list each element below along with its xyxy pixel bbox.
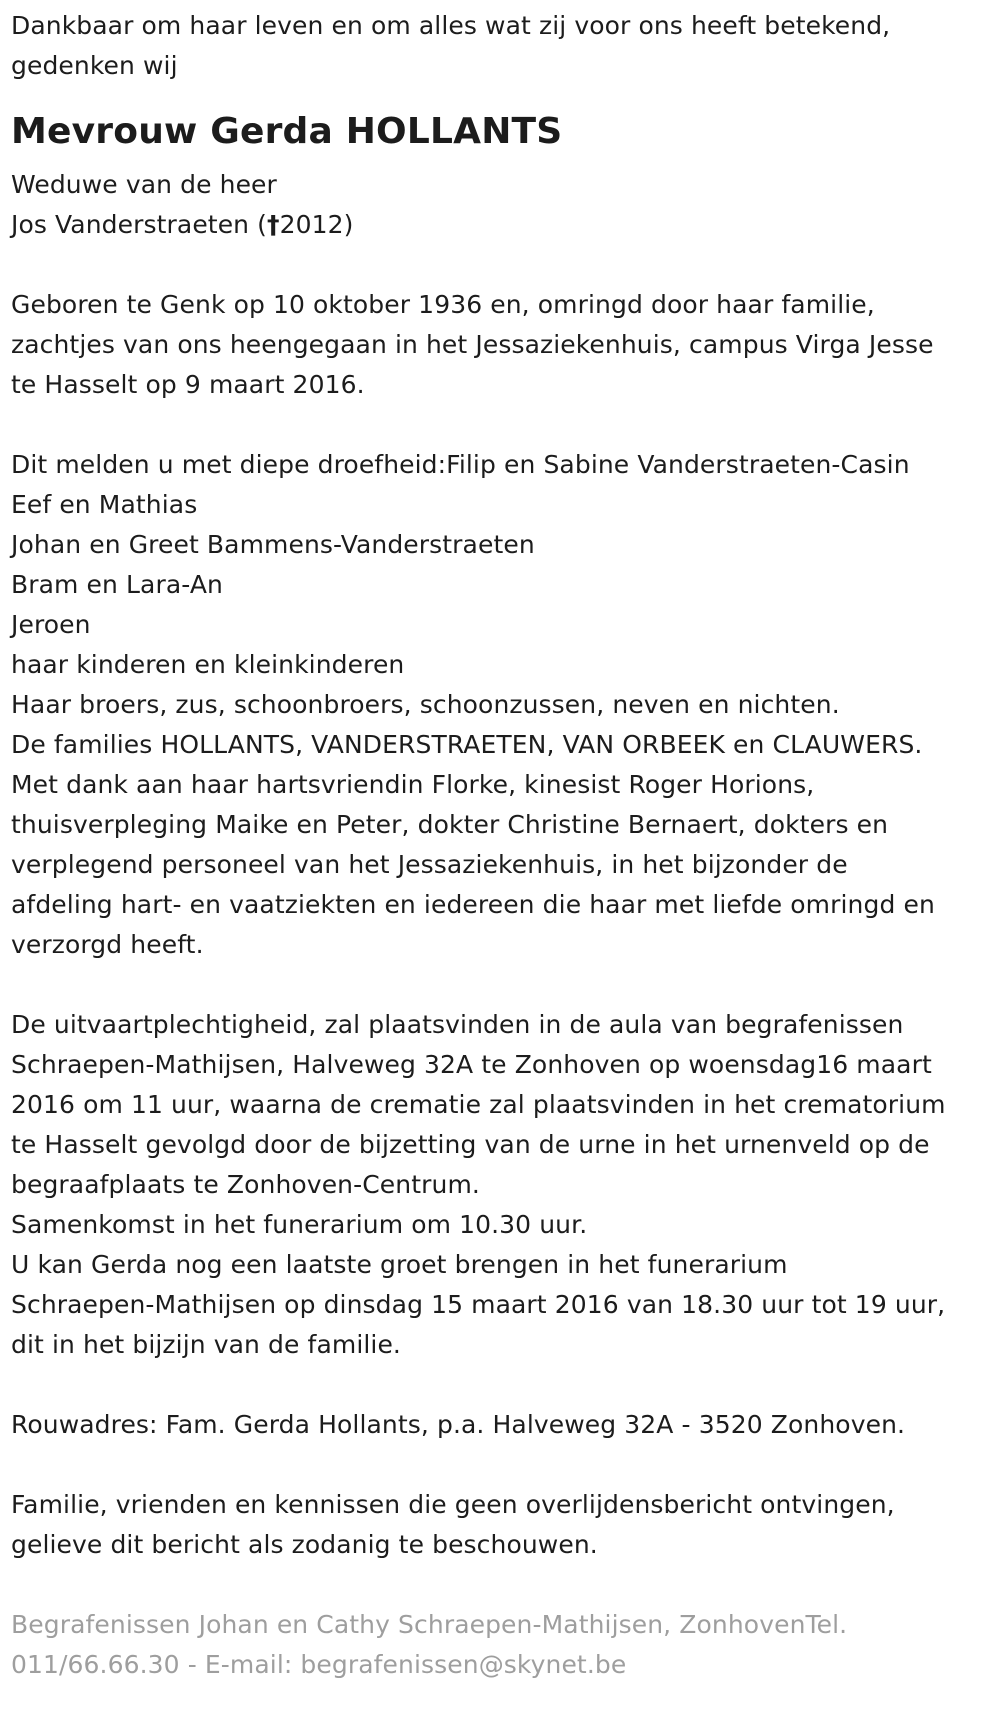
footer-line: 011/66.66.30 - E-mail: begrafenissen@skynet.be [11,1650,627,1679]
birth-death-section [11,285,996,405]
ceremony-line: Schraepen-Mathijsen, Halveweg 32A te Zonhoven op woensdag16 maart [11,1050,932,1079]
ceremony-line: 2016 om 11 uur, waarna de crematie zal plaatsvinden in het crematorium [11,1090,946,1119]
spacer [11,1445,996,1485]
family-line: verzorgd heeft. [11,930,204,959]
spacer [11,965,996,1005]
family-line: verplegend personeel van het Jessaziekenhuis, in het bijzonder de [11,850,848,879]
family-line: Johan en Greet Bammens-Vanderstraeten [11,530,535,559]
family-line: Jeroen [11,610,91,639]
notice-line: gelieve dit bericht als zodanig te beschouwen. [11,1530,598,1559]
mourning-address: Rouwadres: Fam. Gerda Hollants, p.a. Halveweg 32A - 3520 Zonhoven. [11,1410,906,1439]
ceremony-line: Samenkomst in het funerarium om 10.30 uur. [11,1210,588,1239]
notice-line: Familie, vrienden en kennissen die geen overlijdensbericht ontvingen, [11,1490,895,1519]
family-line: haar kinderen en kleinkinderen [11,650,405,679]
family-line: Dit melden u met diepe droefheid:Filip en Sabine Vanderstraeten-Casin [11,450,910,479]
birth-line: Geboren te Genk op 10 oktober 1936 en, omringd door haar familie, [11,290,875,319]
family-section [11,445,996,965]
birth-line: te Hasselt op 9 maart 2016. [11,370,365,399]
family-line: afdeling hart- en vaatziekten en iedereen die haar met liefde omringd en [11,890,935,919]
widow-section [11,165,996,245]
family-line: Eef en Mathias [11,490,198,519]
intro-section [11,6,996,86]
family-line: Haar broers, zus, schoonbroers, schoonzussen, neven en nichten. [11,690,840,719]
family-line: De families HOLLANTS, VANDERSTRAETEN, VAN ORBEEK en CLAUWERS. [11,730,923,759]
ceremony-line: te Hasselt gevolgd door de bijzetting van de urne in het urnenveld op de [11,1130,930,1159]
family-line: Bram en Lara-An [11,570,223,599]
footer-line: Begrafenissen Johan en Cathy Schraepen-Mathijsen, ZonhovenTel. [11,1610,848,1639]
intro-line: gedenken wij [11,51,178,80]
spacer [11,1565,996,1605]
notice-section [11,1485,996,1565]
spouse-name: Jos Vanderstraeten ( [11,210,268,239]
ceremony-line: begraafplaats te Zonhoven-Centrum. [11,1170,480,1199]
spacer [11,245,996,285]
spouse-line [11,205,996,245]
birth-line: zachtjes van ons heengegaan in het Jessaziekenhuis, campus Virga Jesse [11,330,934,359]
cross-icon: † [267,210,280,239]
deceased-name: Mevrouw Gerda HOLLANTS [11,111,563,152]
spacer [11,405,996,445]
funeral-home-footer [11,1605,996,1685]
ceremony-line: De uitvaartplechtigheid, zal plaatsvinden in de aula van begrafenissen [11,1010,904,1039]
ceremony-section [11,1005,996,1365]
ceremony-line: dit in het bijzijn van de familie. [11,1330,401,1359]
ceremony-line: Schraepen-Mathijsen op dinsdag 15 maart 2016 van 18.30 uur tot 19 uur, [11,1290,946,1319]
widow-line: Weduwe van de heer [11,170,277,199]
ceremony-line: U kan Gerda nog een laatste groet brengen in het funerarium [11,1250,788,1279]
family-line: thuisverpleging Maike en Peter, dokter Christine Bernaert, dokters en [11,810,889,839]
spouse-death-year: 2012) [279,210,354,239]
spacer [11,1365,996,1405]
intro-line: Dankbaar om haar leven en om alles wat zij voor ons heeft betekend, [11,11,891,40]
obituary-notice [11,6,996,1685]
family-line: Met dank aan haar hartsvriendin Florke, kinesist Roger Horions, [11,770,815,799]
